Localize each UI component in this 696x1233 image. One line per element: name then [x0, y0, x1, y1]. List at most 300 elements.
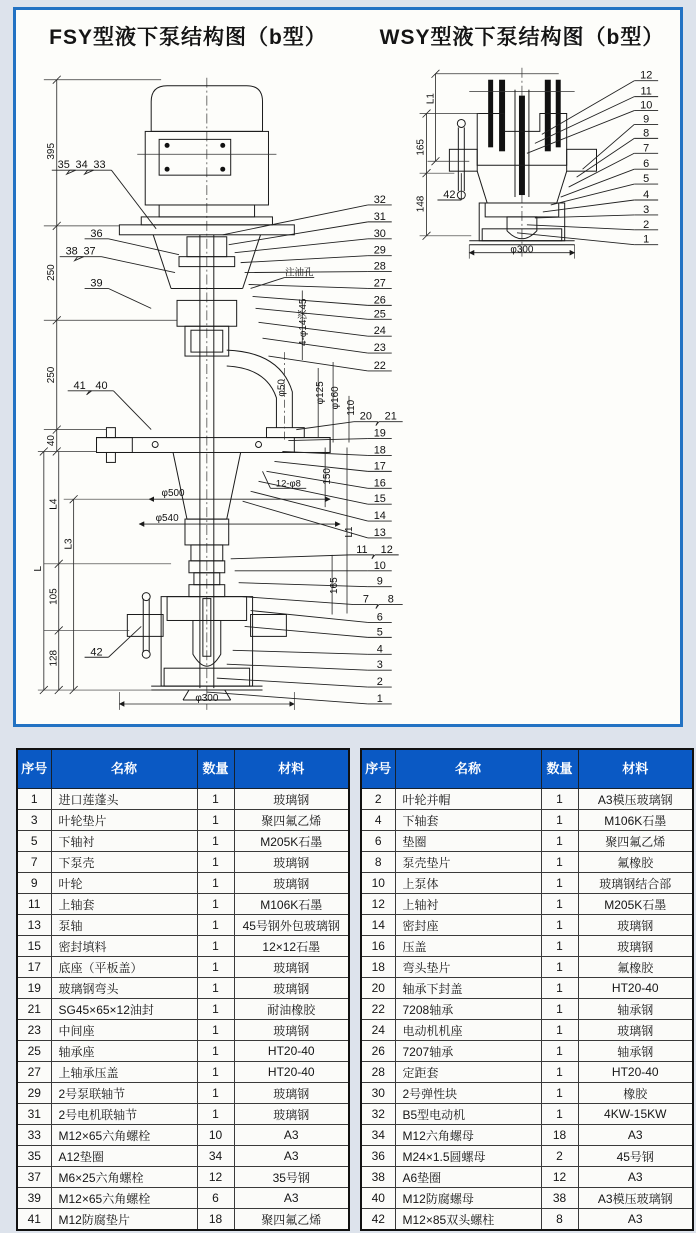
- cell-qty: 1: [541, 936, 578, 957]
- dim-label: 395: [45, 143, 57, 160]
- callout-label-1: 1: [376, 692, 383, 705]
- cell-seq: 37: [17, 1167, 51, 1188]
- callout-label-36: 36: [90, 227, 103, 240]
- table-row: [17, 936, 349, 957]
- cell-name: 玻璃钢弯头: [51, 978, 197, 999]
- cell-name: 下轴套: [395, 810, 541, 831]
- diagram-panel: [13, 7, 683, 727]
- cell-seq: 3: [17, 810, 51, 831]
- cell-material: A3: [578, 1209, 693, 1231]
- callout-label-2: 2: [376, 676, 383, 689]
- callout-label-24: 24: [373, 325, 386, 338]
- callout-label-41: 41: [73, 379, 86, 392]
- callout-label-注油孔: 注油孔: [285, 267, 314, 279]
- cell-material: 4KW-15KW: [578, 1104, 693, 1125]
- cell-material: 氟橡胶: [578, 957, 693, 978]
- cell-name: M12防腐螺母: [395, 1188, 541, 1209]
- callout-label-11: 11: [356, 543, 368, 556]
- table-row: [361, 936, 693, 957]
- cell-name: M12六角螺母: [395, 1125, 541, 1146]
- cell-name: 垫圈: [395, 831, 541, 852]
- cell-seq: 2: [361, 789, 395, 810]
- col-header-seq: 序号: [17, 749, 51, 789]
- cell-material: A3模压玻璃钢: [578, 1188, 693, 1209]
- dim-label: 165: [415, 139, 427, 156]
- cell-seq: 5: [17, 831, 51, 852]
- callout-label-9: 9: [643, 113, 650, 126]
- callout-label-32: 32: [373, 193, 386, 206]
- table-row: [17, 810, 349, 831]
- cell-material: A3: [234, 1146, 349, 1167]
- cell-material: M106K石墨: [234, 894, 349, 915]
- cell-seq: 24: [361, 1020, 395, 1041]
- cell-seq: 23: [17, 1020, 51, 1041]
- col-header-qty: 数量: [197, 749, 234, 789]
- cell-qty: 1: [541, 894, 578, 915]
- callout-label-8: 8: [643, 127, 650, 140]
- callout-label-34: 34: [75, 159, 88, 172]
- dim-label: L1: [425, 93, 437, 105]
- cell-qty: 1: [197, 1041, 234, 1062]
- cell-qty: 34: [197, 1146, 234, 1167]
- cell-name: 叶轮并帽: [395, 789, 541, 810]
- cell-material: HT20-40: [234, 1062, 349, 1083]
- callout-label-14: 14: [373, 510, 386, 523]
- cell-seq: 35: [17, 1146, 51, 1167]
- dim-label: 148: [415, 195, 427, 213]
- table-row: [17, 873, 349, 894]
- cell-qty: 1: [197, 1083, 234, 1104]
- dim-label: L4: [48, 498, 60, 510]
- dim-label: 110: [345, 399, 357, 416]
- cell-name: 电动机机座: [395, 1020, 541, 1041]
- callout-label-6: 6: [643, 158, 650, 171]
- callout-label-37: 37: [83, 245, 96, 258]
- cell-material: A3: [578, 1167, 693, 1188]
- cell-seq: 41: [17, 1209, 51, 1231]
- table-row: [17, 957, 349, 978]
- cell-material: 轴承钢: [578, 999, 693, 1020]
- cell-qty: 1: [197, 915, 234, 936]
- cell-qty: 1: [541, 1062, 578, 1083]
- table-row: [361, 1083, 693, 1104]
- cell-name: 2号电机联轴节: [51, 1104, 197, 1125]
- cell-seq: 20: [361, 978, 395, 999]
- table-row: [361, 1041, 693, 1062]
- cell-seq: 11: [17, 894, 51, 915]
- cell-seq: 32: [361, 1104, 395, 1125]
- callout-label-18: 18: [373, 444, 386, 457]
- cell-qty: 1: [541, 957, 578, 978]
- cell-qty: 1: [541, 789, 578, 810]
- cell-seq: 36: [361, 1146, 395, 1167]
- cell-material: 玻璃钢: [578, 936, 693, 957]
- callout-label-35: 35: [57, 159, 70, 172]
- cell-name: 7208轴承: [395, 999, 541, 1020]
- dim-label: 250: [45, 366, 57, 384]
- cell-seq: 27: [17, 1062, 51, 1083]
- cell-name: 上轴承压盖: [51, 1062, 197, 1083]
- cell-name: 下泵壳: [51, 852, 197, 873]
- table-row: [361, 789, 693, 810]
- cell-name: A12垫圈: [51, 1146, 197, 1167]
- table-row: [17, 915, 349, 936]
- callout-label-31: 31: [373, 210, 386, 223]
- cell-name: M12×65六角螺栓: [51, 1188, 197, 1209]
- cell-material: M205K石墨: [578, 894, 693, 915]
- callout-label-15: 15: [373, 493, 386, 506]
- table-row: [361, 957, 693, 978]
- cell-name: 叶轮: [51, 873, 197, 894]
- callout-label-27: 27: [373, 277, 386, 290]
- cell-name: 轴承下封盖: [395, 978, 541, 999]
- cell-seq: 8: [361, 852, 395, 873]
- cell-material: 玻璃钢: [234, 1020, 349, 1041]
- cell-name: 定距套: [395, 1062, 541, 1083]
- cell-material: 玻璃钢: [234, 852, 349, 873]
- cell-material: A3模压玻璃钢: [578, 789, 693, 810]
- callout-label-17: 17: [373, 460, 386, 473]
- table-row: [17, 1083, 349, 1104]
- cell-qty: 1: [197, 1104, 234, 1125]
- dim-label: 40: [45, 435, 57, 447]
- cell-qty: 1: [197, 999, 234, 1020]
- cell-seq: 4: [361, 810, 395, 831]
- cell-seq: 19: [17, 978, 51, 999]
- table-row: [361, 1062, 693, 1083]
- callout-label-7: 7: [643, 142, 650, 155]
- callout-label-13: 13: [373, 526, 386, 539]
- callout-label-12-φ8: 12-φ8: [275, 478, 301, 490]
- cell-material: 聚四氟乙烯: [578, 831, 693, 852]
- table-row: [17, 852, 349, 873]
- callout-label-20: 20: [359, 410, 372, 423]
- cell-material: 耐油橡胶: [234, 999, 349, 1020]
- dim-label: φ300: [510, 244, 534, 256]
- cell-qty: 12: [197, 1167, 234, 1188]
- cell-name: 进口莲蓬头: [51, 789, 197, 810]
- callout-label-3: 3: [376, 659, 383, 672]
- cell-name: M12防腐垫片: [51, 1209, 197, 1231]
- dim-label: L3: [63, 538, 75, 550]
- wsy-dimension-lines: [420, 70, 575, 259]
- cell-material: A3: [234, 1125, 349, 1146]
- dim-label: 128: [48, 649, 60, 667]
- table-row: [17, 1146, 349, 1167]
- cell-qty: 1: [541, 915, 578, 936]
- callout-label-40: 40: [95, 379, 108, 392]
- col-header-material: 材料: [578, 749, 693, 789]
- wsy-title: WSY型液下泵结构图（b型）: [379, 26, 665, 49]
- dim-label: φ160: [330, 386, 342, 410]
- cell-name: 上轴衬: [395, 894, 541, 915]
- cell-qty: 1: [197, 852, 234, 873]
- callout-label-26: 26: [373, 294, 386, 307]
- cell-name: 弯头垫片: [395, 957, 541, 978]
- table-row: [361, 978, 693, 999]
- cell-material: 玻璃钢: [234, 1083, 349, 1104]
- cell-material: A3: [578, 1125, 693, 1146]
- cell-name: 下轴衬: [51, 831, 197, 852]
- cell-name: M12×85双头螺柱: [395, 1209, 541, 1231]
- callout-label-10: 10: [640, 99, 653, 112]
- cell-seq: 28: [361, 1062, 395, 1083]
- callout-label-3: 3: [643, 203, 650, 216]
- callout-label-11: 11: [640, 85, 652, 98]
- table-row: [361, 831, 693, 852]
- cell-material: 玻璃钢: [234, 1104, 349, 1125]
- col-header-material: 材料: [234, 749, 349, 789]
- table-row: [361, 1167, 693, 1188]
- dim-label: φ500: [161, 488, 185, 500]
- table-row: [17, 999, 349, 1020]
- cell-qty: 10: [197, 1125, 234, 1146]
- cell-qty: 1: [541, 1020, 578, 1041]
- table-row: [361, 1209, 693, 1231]
- dim-label: L1: [343, 526, 355, 538]
- cell-qty: 1: [541, 810, 578, 831]
- table-row: [17, 1104, 349, 1125]
- cell-qty: 1: [541, 1104, 578, 1125]
- cell-qty: 1: [541, 978, 578, 999]
- cell-qty: 38: [541, 1188, 578, 1209]
- cell-seq: 34: [361, 1125, 395, 1146]
- cell-qty: 2: [541, 1146, 578, 1167]
- pump-structure-drawing: [16, 10, 680, 724]
- dim-label: φ300: [195, 692, 219, 704]
- callout-label-28: 28: [373, 260, 386, 273]
- cell-seq: 30: [361, 1083, 395, 1104]
- cell-name: SG45×65×12油封: [51, 999, 197, 1020]
- table-row: [361, 852, 693, 873]
- cell-seq: 42: [361, 1209, 395, 1231]
- callout-label-6: 6: [376, 611, 383, 624]
- callout-label-33: 33: [93, 159, 106, 172]
- cell-material: HT20-40: [234, 1041, 349, 1062]
- cell-material: 玻璃钢: [234, 957, 349, 978]
- cell-qty: 18: [197, 1209, 234, 1231]
- dim-label: 4-φ14深45: [298, 298, 310, 346]
- callout-label-30: 30: [373, 227, 386, 240]
- cell-seq: 21: [17, 999, 51, 1020]
- cell-name: 泵轴: [51, 915, 197, 936]
- cell-qty: 1: [197, 894, 234, 915]
- cell-material: 玻璃钢: [578, 915, 693, 936]
- col-header-name: 名称: [395, 749, 541, 789]
- wsy-pump-body: [449, 80, 596, 245]
- cell-name: 上泵体: [395, 873, 541, 894]
- table-row: [361, 894, 693, 915]
- table-row: [17, 1062, 349, 1083]
- dim-label: 105: [48, 588, 60, 605]
- table-row: [17, 1188, 349, 1209]
- dim-label: φ125: [315, 381, 327, 405]
- col-header-qty: 数量: [541, 749, 578, 789]
- cell-qty: 1: [541, 1083, 578, 1104]
- table-row: [17, 831, 349, 852]
- table-row: [361, 1020, 693, 1041]
- cell-name: 密封填料: [51, 936, 197, 957]
- cell-material: 12×12石墨: [234, 936, 349, 957]
- wsy-parts-table: [360, 748, 694, 1231]
- dim-label: 150: [322, 468, 334, 485]
- callout-label-23: 23: [373, 342, 386, 355]
- callout-label-29: 29: [373, 244, 386, 257]
- cell-seq: 33: [17, 1125, 51, 1146]
- table-row: [361, 810, 693, 831]
- cell-qty: 1: [541, 831, 578, 852]
- callout-label-2: 2: [643, 218, 650, 231]
- cell-material: 玻璃钢结合部: [578, 873, 693, 894]
- cell-qty: 1: [541, 852, 578, 873]
- table-row: [17, 1167, 349, 1188]
- callout-label-7: 7: [362, 593, 369, 606]
- callout-label-4: 4: [643, 189, 650, 202]
- cell-seq: 31: [17, 1104, 51, 1125]
- callout-label-10: 10: [373, 559, 386, 572]
- cell-name: M12×65六角螺栓: [51, 1125, 197, 1146]
- cell-name: 7207轴承: [395, 1041, 541, 1062]
- wsy-drawing: [420, 68, 597, 259]
- callout-label-19: 19: [373, 427, 386, 440]
- cell-name: 2号泵联轴节: [51, 1083, 197, 1104]
- cell-seq: 7: [17, 852, 51, 873]
- cell-name: 上轴套: [51, 894, 197, 915]
- cell-material: HT20-40: [578, 1062, 693, 1083]
- cell-qty: 1: [197, 978, 234, 999]
- cell-seq: 6: [361, 831, 395, 852]
- col-header-seq: 序号: [361, 749, 395, 789]
- cell-qty: 1: [541, 999, 578, 1020]
- cell-material: 氟橡胶: [578, 852, 693, 873]
- cell-name: 泵壳垫片: [395, 852, 541, 873]
- callout-label-21: 21: [384, 410, 397, 423]
- cell-seq: 26: [361, 1041, 395, 1062]
- cell-material: M205K石墨: [234, 831, 349, 852]
- table-row: [361, 1146, 693, 1167]
- table-row: [361, 1188, 693, 1209]
- fsy-title: FSY型液下泵结构图（b型）: [49, 26, 327, 49]
- cell-material: 45号钢: [578, 1146, 693, 1167]
- cell-seq: 15: [17, 936, 51, 957]
- cell-qty: 1: [197, 1020, 234, 1041]
- table-row: [361, 915, 693, 936]
- cell-material: 玻璃钢: [234, 789, 349, 810]
- cell-qty: 1: [541, 873, 578, 894]
- cell-material: M106K石墨: [578, 810, 693, 831]
- callout-label-22: 22: [373, 359, 386, 372]
- cell-seq: 9: [17, 873, 51, 894]
- cell-seq: 40: [361, 1188, 395, 1209]
- cell-seq: 39: [17, 1188, 51, 1209]
- table-row: [17, 1209, 349, 1231]
- cell-seq: 25: [17, 1041, 51, 1062]
- col-header-name: 名称: [51, 749, 197, 789]
- callout-label-1: 1: [643, 233, 650, 246]
- cell-seq: 17: [17, 957, 51, 978]
- cell-material: A3: [234, 1188, 349, 1209]
- callout-label-42: 42: [90, 646, 103, 659]
- cell-name: 密封座: [395, 915, 541, 936]
- table-row: [361, 1104, 693, 1125]
- cell-seq: 22: [361, 999, 395, 1020]
- cell-material: 45号钢外包玻璃钢: [234, 915, 349, 936]
- dim-label: L: [32, 566, 44, 572]
- cell-seq: 1: [17, 789, 51, 810]
- table-row: [361, 999, 693, 1020]
- cell-material: HT20-40: [578, 978, 693, 999]
- cell-name: A6垫圈: [395, 1167, 541, 1188]
- cell-material: 玻璃钢: [234, 873, 349, 894]
- cell-seq: 14: [361, 915, 395, 936]
- cell-seq: 38: [361, 1167, 395, 1188]
- table-row: [17, 978, 349, 999]
- cell-material: 玻璃钢: [578, 1020, 693, 1041]
- cell-material: 轴承钢: [578, 1041, 693, 1062]
- cell-name: B5型电动机: [395, 1104, 541, 1125]
- cell-qty: 1: [197, 957, 234, 978]
- cell-qty: 1: [197, 831, 234, 852]
- cell-qty: 1: [197, 936, 234, 957]
- cell-name: 压盖: [395, 936, 541, 957]
- parts-tables: [0, 748, 696, 1233]
- callout-label-16: 16: [373, 477, 386, 490]
- cell-seq: 18: [361, 957, 395, 978]
- cell-name: 底座（平板盖）: [51, 957, 197, 978]
- cell-material: 35号钢: [234, 1167, 349, 1188]
- callout-label-12: 12: [640, 69, 653, 82]
- cell-qty: 8: [541, 1209, 578, 1231]
- cell-name: 中间座: [51, 1020, 197, 1041]
- table-header-row: [17, 749, 349, 789]
- cell-qty: 1: [197, 789, 234, 810]
- callout-label-39: 39: [90, 277, 103, 290]
- table-row: [17, 1020, 349, 1041]
- callout-label-42: 42: [443, 189, 456, 202]
- cell-name: M6×25六角螺栓: [51, 1167, 197, 1188]
- dim-label: φ50: [276, 379, 288, 397]
- discharge-elbow: [227, 350, 305, 439]
- cell-seq: 29: [17, 1083, 51, 1104]
- callout-label-38: 38: [65, 245, 78, 258]
- cell-qty: 12: [541, 1167, 578, 1188]
- cell-name: M24×1.5圆螺母: [395, 1146, 541, 1167]
- cell-seq: 10: [361, 873, 395, 894]
- callout-label-4: 4: [376, 643, 383, 656]
- cell-qty: 1: [197, 1062, 234, 1083]
- dim-label: 250: [45, 264, 57, 281]
- callout-label-12: 12: [380, 543, 393, 556]
- cell-material: 橡胶: [578, 1083, 693, 1104]
- cell-seq: 16: [361, 936, 395, 957]
- callout-label-5: 5: [643, 173, 650, 186]
- table-row: [17, 1125, 349, 1146]
- cell-qty: 1: [541, 1041, 578, 1062]
- table-header-row: [361, 749, 693, 789]
- fsy-parts-table: [16, 748, 350, 1231]
- callout-label-5: 5: [376, 626, 383, 639]
- callout-label-25: 25: [373, 308, 386, 321]
- table-row: [17, 894, 349, 915]
- cell-material: 聚四氟乙烯: [234, 1209, 349, 1231]
- cell-seq: 13: [17, 915, 51, 936]
- cell-material: 玻璃钢: [234, 978, 349, 999]
- cell-seq: 12: [361, 894, 395, 915]
- cell-name: 叶轮垫片: [51, 810, 197, 831]
- callout-label-8: 8: [387, 593, 394, 606]
- table-row: [17, 789, 349, 810]
- dim-label: 165: [329, 577, 341, 594]
